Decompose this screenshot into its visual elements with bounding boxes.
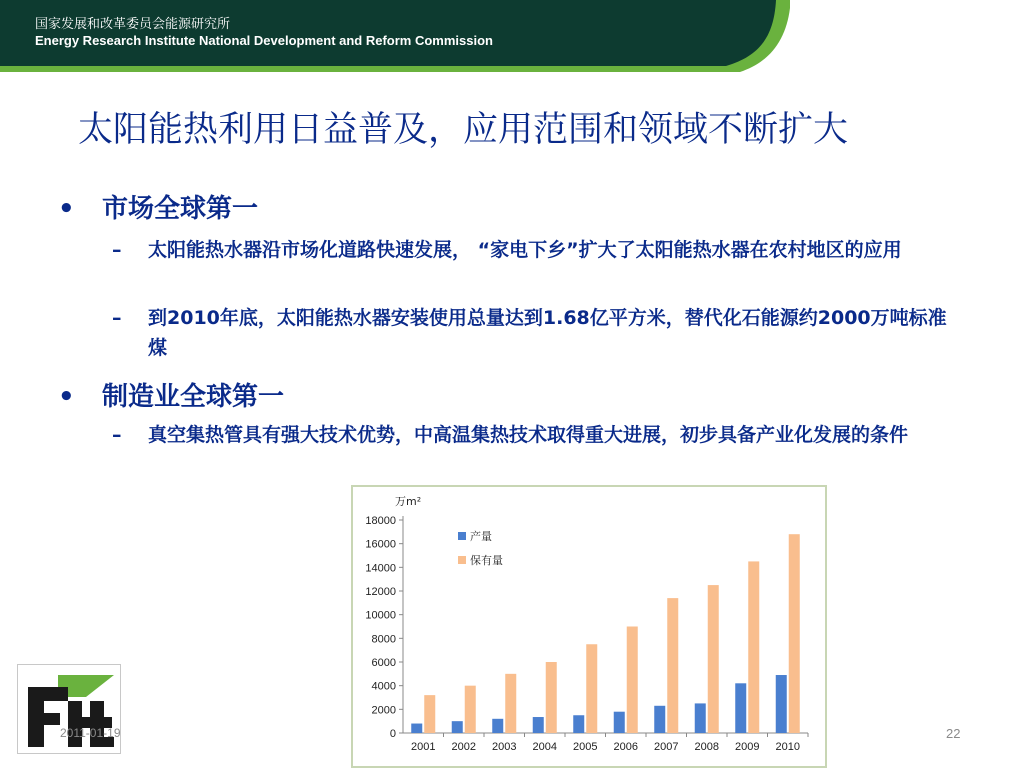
sub-bullet-3 <box>112 420 948 450</box>
sub-bullet-dash: – <box>112 239 122 261</box>
bar-installed <box>546 662 557 733</box>
y-tick-label: 0 <box>389 728 396 740</box>
legend-swatch <box>458 556 466 564</box>
bar-production <box>533 717 544 733</box>
sub-bullet-dash: – <box>112 424 122 446</box>
bar-installed <box>667 598 678 733</box>
x-tick-label: 2006 <box>613 741 638 753</box>
y-tick-label: 12000 <box>365 586 396 598</box>
bullet-market <box>58 188 258 225</box>
x-tick-label: 2010 <box>775 741 800 753</box>
x-tick-label: 2005 <box>573 741 598 753</box>
sub-bullet-1 <box>112 235 948 265</box>
y-tick-label: 4000 <box>371 680 396 693</box>
y-tick-label: 18000 <box>365 515 396 527</box>
slide-date: 2011-01-19 <box>60 726 121 740</box>
bullet-dot: • <box>58 194 75 224</box>
x-tick-label: 2002 <box>451 741 476 753</box>
legend-label: 保有量 <box>470 554 503 567</box>
y-tick-label: 14000 <box>365 562 396 575</box>
sub-bullet-text: 真空集热管具有强大技术优势，中高温集热技术取得重大进展，初步具备产业化发展的条件 <box>148 424 909 446</box>
bullet-manufacturing <box>58 376 284 413</box>
x-tick-label: 2009 <box>735 741 760 753</box>
y-tick-label: 6000 <box>371 657 396 669</box>
bar-production <box>492 719 503 733</box>
bar-installed <box>586 644 597 733</box>
y-tick-label: 16000 <box>365 538 396 551</box>
bullet-text: 制造业全球第一 <box>102 382 285 412</box>
x-tick-label: 2004 <box>532 741 557 753</box>
x-tick-label: 2008 <box>694 741 719 753</box>
bar-production <box>573 715 584 733</box>
bar-installed <box>465 686 476 733</box>
bar-installed <box>424 695 435 733</box>
x-tick-label: 2001 <box>411 741 436 753</box>
sub-bullet-text: 到2010年底，太阳能热水器安装使用总量达到1.68亿平方米，替代化石能源约2000万吨标准煤 <box>148 307 947 359</box>
bar-production <box>452 721 463 733</box>
slide-title: 太阳能热利用日益普及，应用范围和领域不断扩大 <box>78 110 849 150</box>
page-number: 22 <box>946 726 961 741</box>
bar-installed <box>708 585 719 733</box>
bar-production <box>654 706 665 733</box>
legend-label: 产量 <box>470 530 492 543</box>
x-tick-label: 2003 <box>492 741 517 753</box>
slide-header <box>0 0 1024 80</box>
bar-chart <box>353 487 825 766</box>
chart-unit-label: 万m² <box>395 495 422 508</box>
institute-logo <box>17 664 121 754</box>
bar-production <box>614 712 625 733</box>
x-tick-label: 2007 <box>654 741 679 753</box>
bar-production <box>735 683 746 733</box>
bullet-text: 市场全球第一 <box>102 194 259 224</box>
bar-installed <box>505 674 516 733</box>
sub-bullet-dash: – <box>112 307 122 329</box>
bar-production <box>776 675 787 733</box>
y-tick-label: 10000 <box>365 609 396 622</box>
bar-installed <box>627 627 638 734</box>
bar-production <box>411 724 422 733</box>
y-tick-label: 2000 <box>371 704 396 717</box>
legend-swatch <box>458 532 466 540</box>
bar-installed <box>789 534 800 733</box>
sub-bullet-text: 太阳能热水器沿市场化道路快速发展， “家电下乡”扩大了太阳能热水器在农村地区的应用 <box>148 239 902 261</box>
bullet-dot: • <box>58 382 75 412</box>
solar-heater-chart <box>351 485 827 768</box>
y-tick-label: 8000 <box>371 633 396 646</box>
bar-production <box>695 703 706 733</box>
org-name-english: Energy Research Institute National Development and Reform Commission <box>35 33 493 48</box>
org-name-chinese: 国家发展和改革委员会能源研究所 <box>35 17 231 32</box>
sub-bullet-2 <box>112 303 948 363</box>
bar-installed <box>748 561 759 733</box>
